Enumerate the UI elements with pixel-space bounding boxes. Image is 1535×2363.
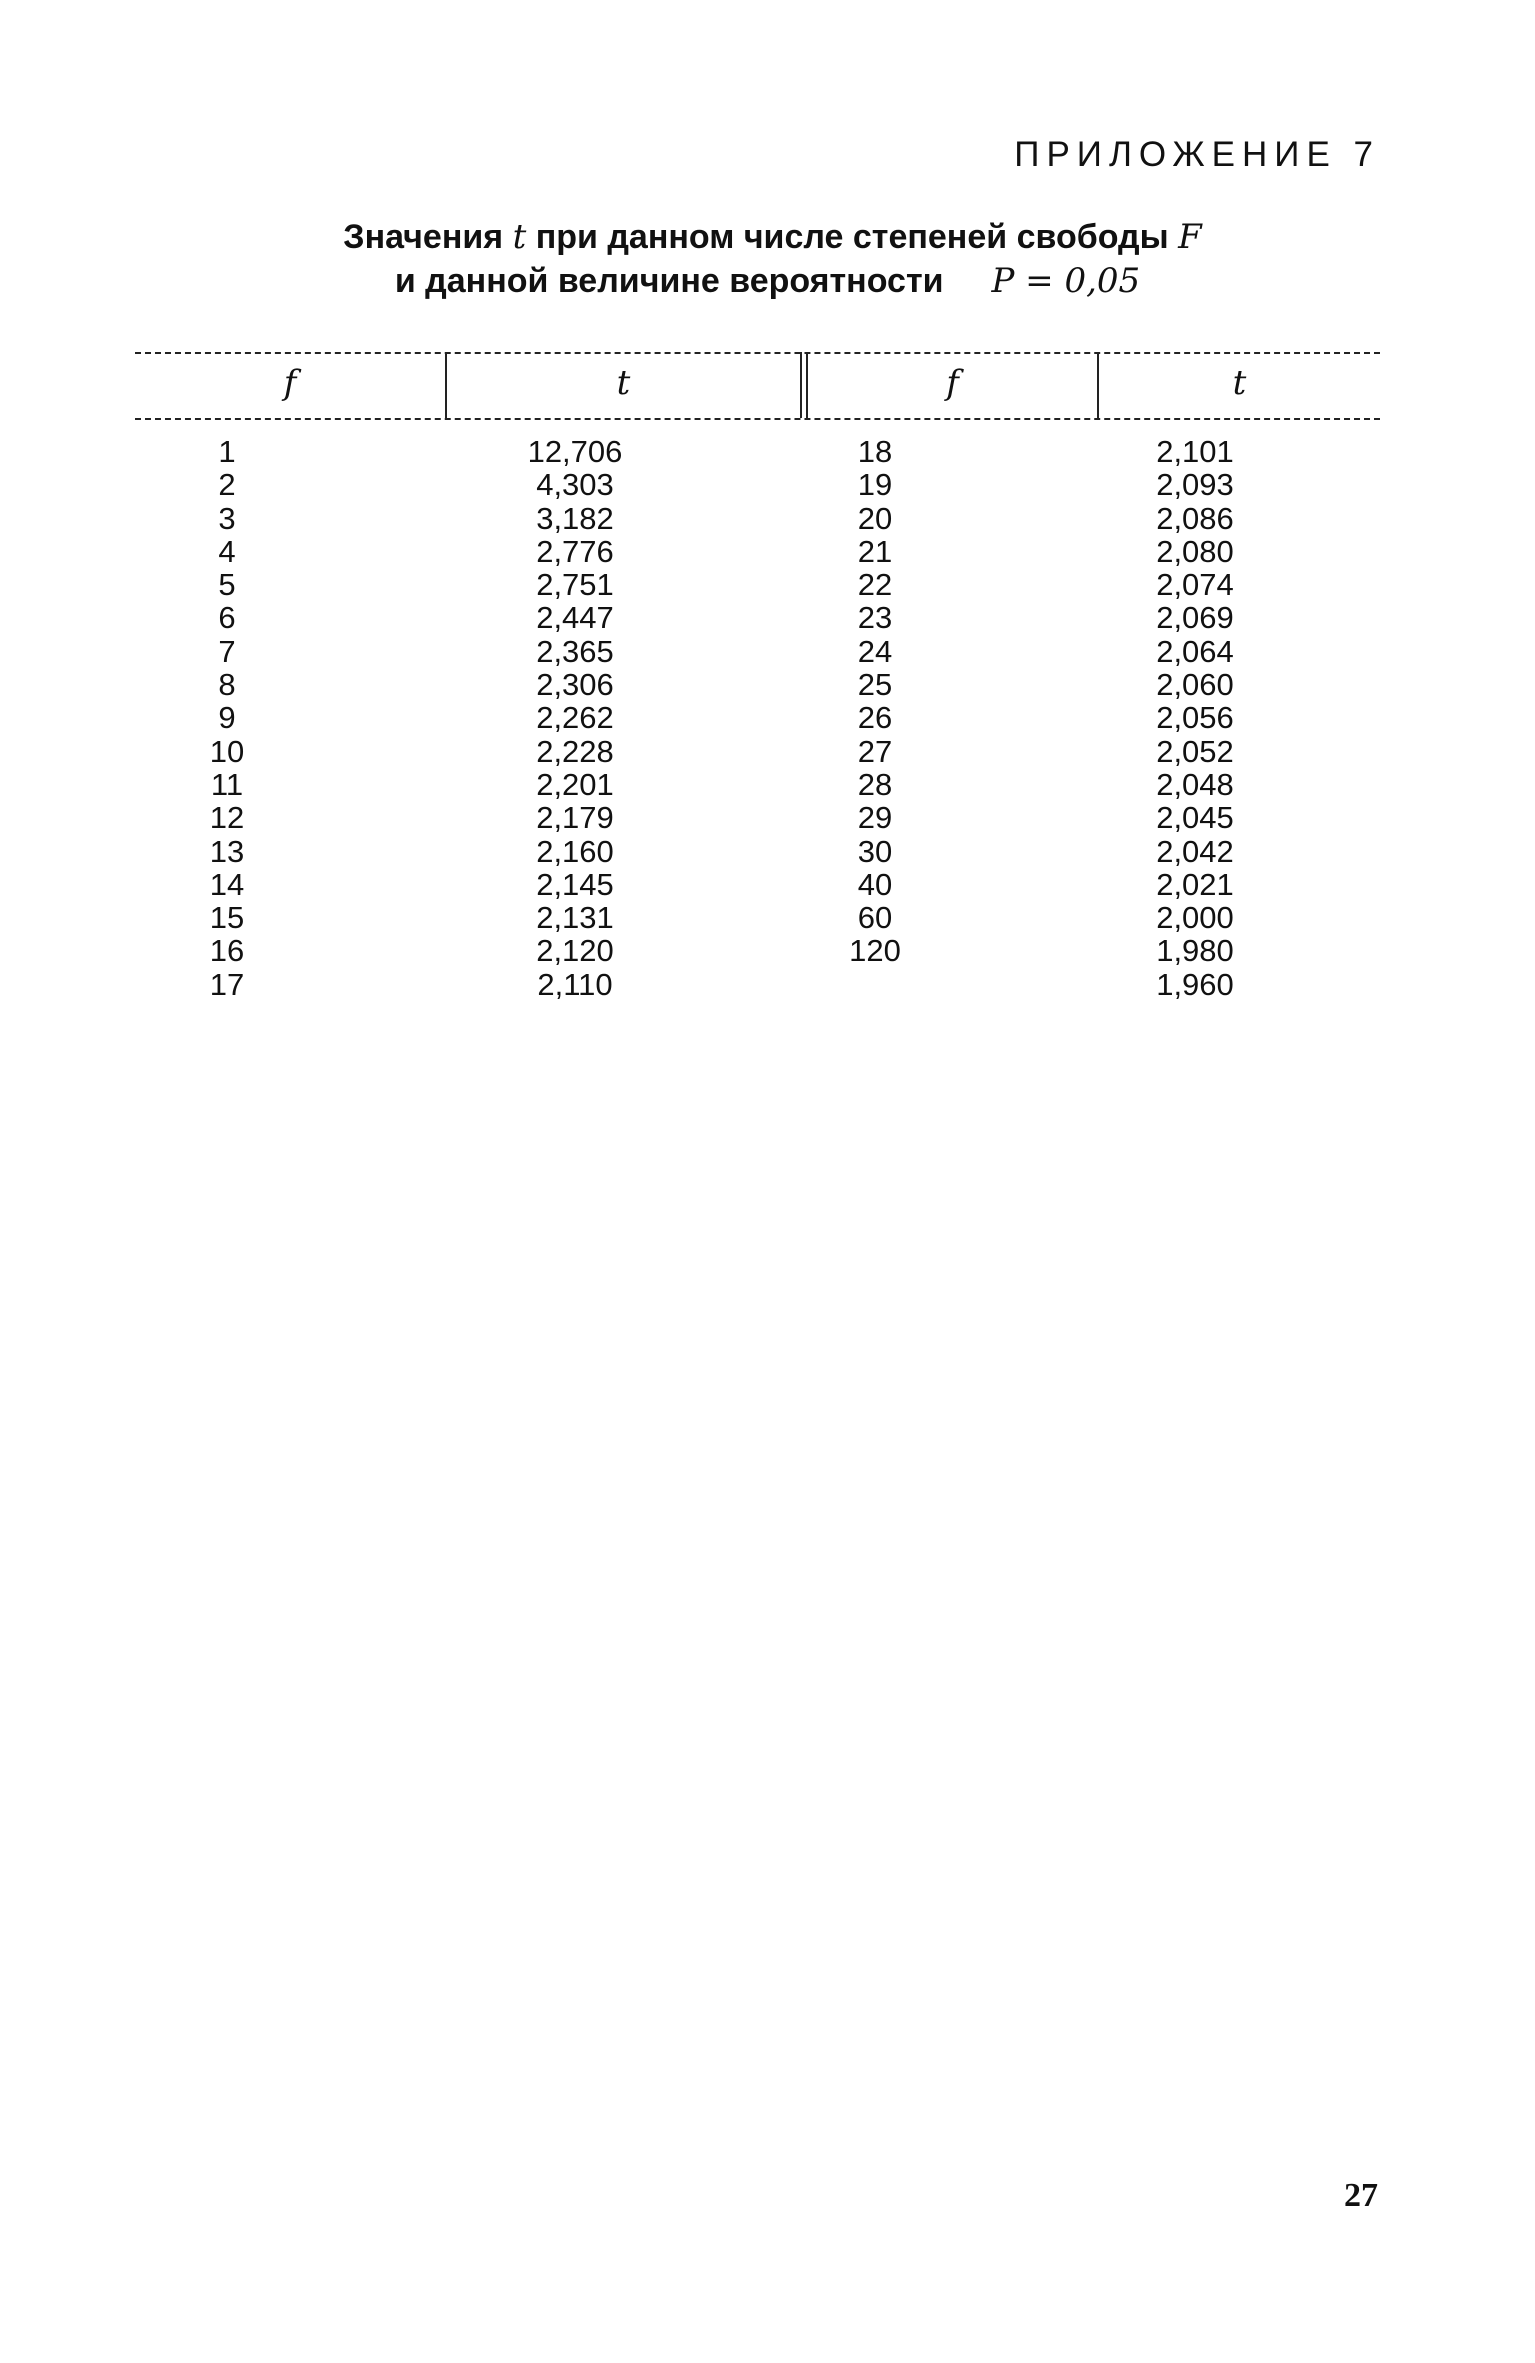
title-line-2 (0, 259, 1535, 303)
cell-f-left: 14 (209, 866, 245, 902)
cell-t-left: 2,447 (536, 600, 614, 636)
table-row (135, 668, 1380, 701)
cell-t-right: 2,048 (1156, 766, 1234, 802)
cell-t-right: 1,980 (1156, 933, 1234, 969)
title-middle: при данном числе степеней свободы (535, 218, 1169, 256)
cell-f-right: 21 (857, 533, 893, 569)
cell-t-right: 2,101 (1156, 434, 1234, 469)
title-symbol-t: t (512, 217, 527, 257)
table-row (135, 535, 1380, 568)
table-row (135, 968, 1380, 1001)
table-row (135, 701, 1380, 734)
cell-f-left: 2 (218, 467, 236, 503)
cell-f-right: 26 (857, 700, 893, 736)
cell-f-right: 30 (857, 833, 893, 869)
table-title (0, 215, 1535, 303)
table-row (135, 934, 1380, 967)
cell-t-left: 2,751 (536, 567, 614, 603)
cell-t-right: 2,045 (1156, 800, 1234, 836)
table-row (135, 468, 1380, 501)
cell-t-left: 2,365 (536, 633, 614, 669)
cell-f-left: 1 (218, 434, 236, 469)
cell-t-left: 2,306 (536, 667, 614, 703)
table-row (135, 901, 1380, 934)
table-row (135, 502, 1380, 535)
table-header-rule (135, 418, 1380, 420)
cell-f-right: 25 (857, 667, 893, 703)
cell-f-right: 23 (857, 600, 893, 636)
cell-t-left: 2,228 (536, 733, 614, 769)
cell-t-right: 1,960 (1156, 966, 1234, 1002)
cell-f-right: 18 (857, 434, 893, 469)
header-t-1: t (616, 363, 631, 403)
cell-f-left: 5 (218, 567, 236, 603)
title-prefix: Значения (343, 218, 504, 256)
cell-t-right: 2,060 (1156, 667, 1234, 703)
cell-f-left: 3 (218, 500, 236, 536)
cell-f-right: 28 (857, 766, 893, 802)
cell-t-right: 2,021 (1156, 866, 1234, 902)
title-symbol-f: F (1178, 217, 1202, 257)
cell-f-right: 60 (857, 900, 893, 936)
cell-t-left: 2,776 (536, 533, 614, 569)
cell-f-right: 20 (857, 500, 893, 536)
cell-t-left: 2,262 (536, 700, 614, 736)
cell-f-right: 40 (857, 866, 893, 902)
cell-t-right: 2,086 (1156, 500, 1234, 536)
column-divider (800, 352, 802, 418)
cell-f-right: 120 (849, 933, 901, 969)
cell-t-left: 3,182 (536, 500, 614, 536)
cell-f-right: 24 (857, 633, 893, 669)
table-row (135, 435, 1380, 468)
cell-f-left: 11 (210, 766, 244, 802)
cell-t-left: 2,201 (536, 766, 614, 802)
cell-t-left: 4,303 (536, 467, 614, 503)
page-number: 27 (1344, 2177, 1378, 2214)
cell-f-right: 27 (857, 733, 893, 769)
cell-f-left: 8 (218, 667, 236, 703)
title-line-1 (0, 215, 1535, 259)
t-values-table (135, 348, 1380, 1008)
cell-t-left: 2,120 (536, 933, 614, 969)
table-body (135, 435, 1380, 1001)
header-t-2: t (1232, 363, 1247, 403)
cell-t-right: 2,056 (1156, 700, 1234, 736)
cell-t-left: 12,706 (527, 434, 623, 469)
cell-t-right: 2,080 (1156, 533, 1234, 569)
cell-f-right: 22 (857, 567, 893, 603)
cell-f-right: 19 (857, 467, 893, 503)
table-row (135, 768, 1380, 801)
cell-t-left: 2,110 (537, 966, 613, 1002)
cell-t-right: 2,093 (1156, 467, 1234, 503)
title-line2-text: и данной величине вероятности (394, 262, 944, 300)
cell-t-left: 2,160 (536, 833, 614, 869)
table-row (135, 868, 1380, 901)
cell-f-left: 16 (209, 933, 245, 969)
table-row (135, 601, 1380, 634)
cell-f-left: 13 (209, 833, 245, 869)
cell-t-right: 2,000 (1156, 900, 1234, 936)
cell-t-left: 2,131 (536, 900, 614, 936)
cell-f-right: 29 (857, 800, 893, 836)
cell-t-right: 2,074 (1156, 567, 1234, 603)
header-f-1: f (283, 363, 297, 403)
cell-f-left: 6 (218, 600, 236, 636)
cell-f-left: 12 (209, 800, 245, 836)
table-row (135, 635, 1380, 668)
title-formula: P = 0,05 (991, 261, 1141, 301)
cell-f-left: 15 (209, 900, 245, 936)
table-row (135, 568, 1380, 601)
cell-t-left: 2,145 (536, 866, 614, 902)
cell-t-right: 2,064 (1156, 633, 1234, 669)
table-row (135, 735, 1380, 768)
cell-t-left: 2,179 (536, 800, 614, 836)
table-row (135, 801, 1380, 834)
cell-t-right: 2,069 (1156, 600, 1234, 636)
cell-t-right: 2,042 (1156, 833, 1234, 869)
cell-f-left: 10 (209, 733, 245, 769)
header-f-2: f (946, 363, 959, 403)
appendix-label: ПРИЛОЖЕНИЕ 7 (1014, 135, 1380, 174)
cell-f-left: 7 (218, 633, 236, 669)
cell-f-left: 4 (218, 533, 236, 569)
cell-f-left: 9 (218, 700, 236, 736)
table-row (135, 835, 1380, 868)
cell-t-right: 2,052 (1156, 733, 1234, 769)
cell-f-left: 17 (209, 966, 245, 1002)
